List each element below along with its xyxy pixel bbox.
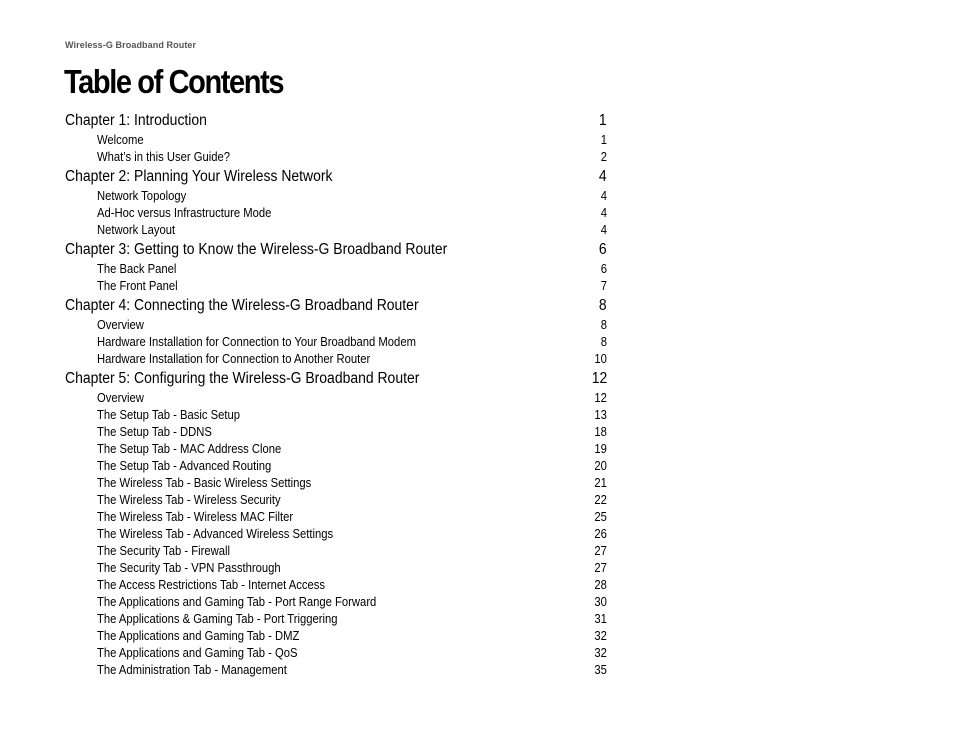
toc-section-entry[interactable] — [65, 577, 607, 594]
toc-section-entry[interactable] — [65, 317, 607, 334]
toc-section-entry[interactable] — [65, 509, 607, 526]
toc-section-entry[interactable] — [65, 441, 607, 458]
toc-entry-page-number: 30 — [594, 595, 607, 609]
toc-entry-page-number: 1 — [599, 112, 607, 129]
toc-entry-label: The Security Tab - Firewall — [97, 544, 230, 558]
toc-entry-page-number: 31 — [594, 612, 607, 626]
toc-entry-page-number: 4 — [600, 206, 607, 220]
toc-entry-label: The Applications and Gaming Tab - Port Range Forward — [97, 595, 377, 609]
toc-section-entry[interactable] — [65, 149, 607, 166]
toc-entry-page-number: 12 — [594, 391, 607, 405]
toc-entry-page-number: 18 — [594, 425, 607, 439]
toc-entry-label: The Applications and Gaming Tab - QoS — [97, 646, 298, 660]
toc-section-entry[interactable] — [65, 662, 607, 679]
toc-section-entry[interactable] — [65, 628, 607, 645]
toc-chapter-entry[interactable] — [65, 297, 607, 315]
toc-entry-label: The Wireless Tab - Basic Wireless Settings — [97, 476, 312, 490]
toc-entry-page-number: 8 — [600, 318, 607, 332]
toc-section-entry[interactable] — [65, 261, 607, 278]
toc-section-entry[interactable] — [65, 543, 607, 560]
toc-section-entry[interactable] — [65, 132, 607, 149]
toc-entry-page-number: 4 — [599, 168, 607, 185]
toc-entry-label: The Setup Tab - Advanced Routing — [97, 459, 272, 473]
toc-entry-label: The Wireless Tab - Wireless MAC Filter — [97, 510, 294, 524]
toc-entry-page-number: 1 — [600, 133, 607, 147]
toc-entry-label: The Security Tab - VPN Passthrough — [97, 561, 281, 575]
toc-section-entry[interactable] — [65, 188, 607, 205]
toc-entry-label: The Setup Tab - MAC Address Clone — [97, 442, 282, 456]
toc-entry-page-number: 6 — [599, 241, 607, 258]
toc-section-entry[interactable] — [65, 458, 607, 475]
toc-entry-label: The Access Restrictions Tab - Internet Access — [97, 578, 326, 592]
toc-section-entry[interactable] — [65, 475, 607, 492]
toc-entry-label: Network Layout — [97, 223, 176, 237]
toc-entry-page-number: 10 — [594, 352, 607, 366]
toc-section-entry[interactable] — [65, 611, 607, 628]
toc-entry-label: Hardware Installation for Connection to Another Router — [97, 352, 371, 366]
toc-entry-page-number: 32 — [594, 629, 607, 643]
toc-entry-label: The Setup Tab - DDNS — [97, 425, 212, 439]
toc-entry-page-number: 28 — [594, 578, 607, 592]
toc-entry-page-number: 22 — [594, 493, 607, 507]
toc-section-entry[interactable] — [65, 407, 607, 424]
toc-section-entry[interactable] — [65, 278, 607, 295]
toc-section-entry[interactable] — [65, 645, 607, 662]
toc-entry-page-number: 8 — [599, 297, 607, 314]
toc-section-entry[interactable] — [65, 334, 607, 351]
toc-chapter-entry[interactable] — [65, 241, 607, 259]
toc-entry-page-number: 12 — [591, 370, 607, 387]
toc-entry-page-number: 6 — [600, 262, 607, 276]
toc-section-entry[interactable] — [65, 205, 607, 222]
toc-entry-label: The Wireless Tab - Wireless Security — [97, 493, 281, 507]
toc-entry-page-number: 35 — [594, 663, 607, 677]
table-of-contents — [65, 110, 607, 679]
toc-entry-page-number: 20 — [594, 459, 607, 473]
toc-section-entry[interactable] — [65, 526, 607, 543]
toc-entry-page-number: 4 — [600, 223, 607, 237]
toc-section-entry[interactable] — [65, 351, 607, 368]
toc-section-entry[interactable] — [65, 424, 607, 441]
toc-entry-label: Welcome — [97, 133, 144, 147]
toc-chapter-entry[interactable] — [65, 168, 607, 186]
toc-entry-page-number: 26 — [594, 527, 607, 541]
toc-entry-label: The Applications & Gaming Tab - Port Triggering — [97, 612, 338, 626]
toc-entry-page-number: 32 — [594, 646, 607, 660]
toc-entry-label: The Back Panel — [97, 262, 177, 276]
toc-entry-label: Overview — [97, 391, 144, 405]
toc-entry-page-number: 27 — [594, 561, 607, 575]
toc-chapter-entry[interactable] — [65, 112, 607, 130]
page-title: Table of Contents — [64, 63, 284, 100]
toc-section-entry[interactable] — [65, 222, 607, 239]
toc-entry-label: What’s in this User Guide? — [97, 150, 230, 164]
running-header: Wireless-G Broadband Router — [65, 40, 197, 50]
toc-entry-label: Network Topology — [97, 189, 187, 203]
toc-entry-label: Chapter 3: Getting to Know the Wireless-G Broadband Router — [65, 241, 448, 258]
toc-entry-page-number: 2 — [600, 150, 607, 164]
toc-entry-label: Hardware Installation for Connection to Your Broadband Modem — [97, 335, 416, 349]
toc-entry-page-number: 19 — [594, 442, 607, 456]
toc-entry-label: The Wireless Tab - Advanced Wireless Settings — [97, 527, 334, 541]
toc-section-entry[interactable] — [65, 560, 607, 577]
toc-entry-label: Overview — [97, 318, 144, 332]
toc-entry-label: The Setup Tab - Basic Setup — [97, 408, 241, 422]
toc-entry-page-number: 21 — [594, 476, 607, 490]
toc-entry-label: Chapter 1: Introduction — [65, 112, 207, 129]
toc-entry-label: The Administration Tab - Management — [97, 663, 287, 677]
toc-section-entry[interactable] — [65, 594, 607, 611]
toc-entry-page-number: 7 — [600, 279, 607, 293]
toc-entry-label: Chapter 4: Connecting the Wireless-G Broadband Router — [65, 297, 419, 314]
toc-entry-page-number: 8 — [600, 335, 607, 349]
toc-entry-page-number: 25 — [594, 510, 607, 524]
toc-entry-label: The Front Panel — [97, 279, 178, 293]
toc-entry-label: Ad-Hoc versus Infrastructure Mode — [97, 206, 272, 220]
toc-entry-page-number: 4 — [600, 189, 607, 203]
toc-entry-label: The Applications and Gaming Tab - DMZ — [97, 629, 300, 643]
toc-entry-page-number: 13 — [594, 408, 607, 422]
toc-chapter-entry[interactable] — [65, 370, 607, 388]
toc-entry-label: Chapter 2: Planning Your Wireless Network — [65, 168, 333, 185]
toc-entry-page-number: 27 — [594, 544, 607, 558]
toc-section-entry[interactable] — [65, 492, 607, 509]
toc-section-entry[interactable] — [65, 390, 607, 407]
toc-entry-label: Chapter 5: Configuring the Wireless-G Broadband Router — [65, 370, 420, 387]
